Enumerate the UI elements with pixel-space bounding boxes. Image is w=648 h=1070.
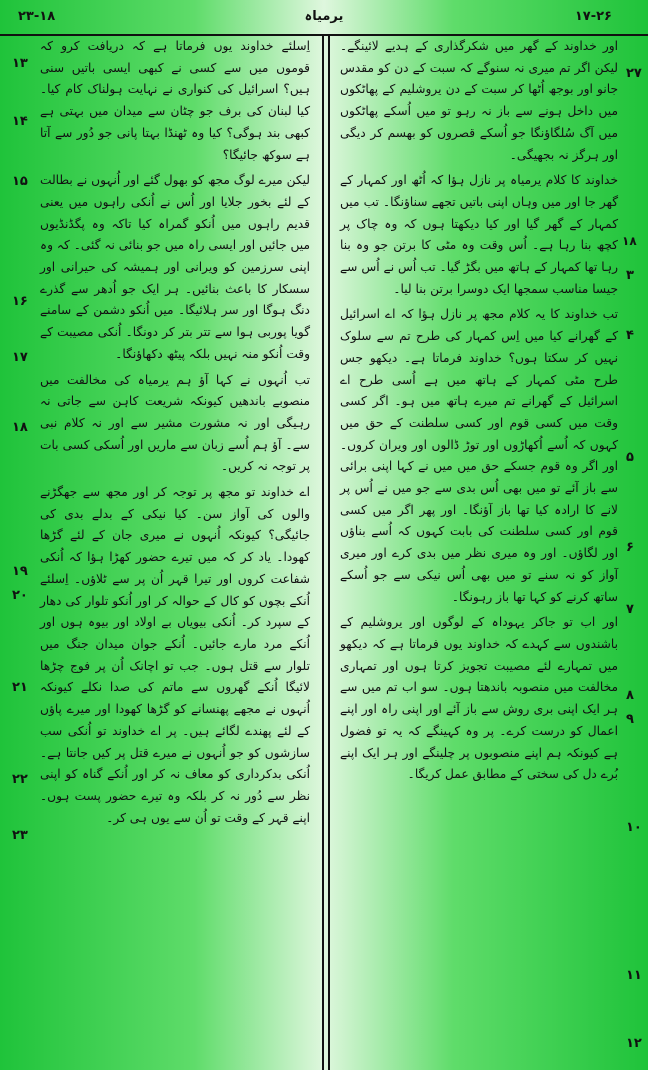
paragraph: اے خداوند تو مجھ پر توجہ کر اور مجھ سے جھگڑنے والوں کی آواز سن۔ کیا نیکی کے بدلے بدی کی جائیگی؟ کیونکہ اُنہوں نے میری جان کے لئے گڑھا کھودا۔ یاد کر کہ میں تیرے حضور کھڑا ہؤا کہ اُنکی شفاعت کروں اور تیرا قہر اُن پر سے ٹلاؤں۔ اِسلئے اُنکے بچوں کو کال کے حوالہ کر اور اُنکو تلوار کی دھار کے سپرد کر۔ اُنکی بیویاں بے اولاد اور بیوہ ہوں اور اُنکے مرد مارے جائیں۔ اُنکے جوان میدان جنگ میں تلوار سے قتل ہوں۔ جب تو اچانک اُن پر فوج چڑھا لائیگا اُنکے گھروں سے ماتم کی صدا نکلے کیونکہ اُنہوں نے مجھے پھنسانے کو گڑھا کھودا اور میرے پاؤں کے لئے پھندے لگائے ہیں۔ پر اے خداوند تو اُنکی سب سازشوں کو جو اُنہوں نے میرے قتل پر کیں جانتا ہے۔ اُنکی بدکرداری کو معاف نہ کر اور اُنکے گناہ کو اپنی نظر سے دُور نہ کر بلکہ وہ تیرے حضور پست ہوں۔ اپنے قہر کے وقت تو اُن سے یوں ہی کر۔ — [40, 485, 310, 825]
verse-number: ۱۸ — [12, 420, 28, 435]
verse-number: ۱۵ — [12, 174, 28, 189]
paragraph: اور خداوند کے گھر میں شکرگذاری کے ہدیے لائینگے۔ لیکن اگر تم میری نہ سنوگے کہ سبت کے دن کو مقدس جانو اور بوجھ اُٹھا کر سبت کے دن یروشلیم کے پھاٹکوں میں داخل ہونے سے باز نہ رہو تو میں اُسکے پھاٹکوں میں آگ سُلگاؤنگا جو اُسکے قصروں کو بھسم کر دیگی اور ہرگز نہ بجھیگی۔ — [340, 39, 618, 162]
header-verse-range-left: ۲۳-۱۸ — [18, 9, 56, 24]
right-text-column — [340, 36, 618, 1070]
verse-number: ۱۹ — [12, 564, 28, 579]
verse-number: ۲۰ — [12, 588, 28, 603]
verse-number: ۲۲ — [12, 772, 28, 787]
verse-number: ۱۴ — [12, 114, 28, 129]
column-divider — [328, 36, 330, 1070]
verse-number: ۲۳ — [12, 828, 28, 843]
verse-number: ۱۷ — [12, 350, 28, 365]
left-text-column — [40, 36, 310, 1070]
verse-number: ۱۲ — [626, 1036, 642, 1051]
page-body — [0, 36, 648, 1070]
verse-number: ۲۱ — [12, 680, 28, 695]
verse-number: ۱۰ — [626, 820, 642, 835]
verse-number: ۶ — [626, 540, 634, 555]
verse-number: ۹ — [626, 712, 634, 727]
verse-number: ۱۱ — [626, 968, 642, 983]
paragraph: تب اُنہوں نے کہا آؤ ہم یرمیاہ کی مخالفت میں منصوبے باندھیں کیونکہ شریعت کاہن سے جاتی نہ رہیگی اور نہ مشورت مشیر سے اور نہ کلام نبی سے۔ آؤ ہم اُسے زبان سے ماریں اور اُسکی کسی بات پر توجہ نہ کریں۔ — [40, 372, 310, 474]
paragraph: اِسلئے خداوند یوں فرماتا ہے کہ دریافت کرو کہ قوموں میں سے کسی نے کبھی ایسی باتیں سنی ہیں؟ اسرائیل کی کنواری نے نہایت ہولناک کام کیا۔ کیا لبنان کی برف جو چٹان سے میدان میں بہتی ہے کبھی بند ہوگی؟ کیا وہ ٹھنڈا بہتا پانی جو دُور سے آتا ہے سوکھ جائیگا؟ — [40, 39, 310, 162]
paragraph: خداوند کا کلام یرمیاہ پر نازل ہؤا کہ اُٹھ اور کمہار کے گھر جا اور میں وہاں اپنی باتیں تجھے سناؤنگا۔ تب میں کمہار کے گھر گیا اور کیا دیکھتا ہوں کہ وہ چاک پر کچھ بنا رہا ہے۔ اُس وقت وہ مٹی کا برتن جو وہ بنا رہا تھا کمہار کے ہاتھ میں بگڑ گیا۔ تب اُس نے اُس سے جیسا مناسب سمجھا ایک دوسرا برتن بنا لیا۔ — [340, 173, 618, 296]
paragraph: اور اب تو جاکر یہوداہ کے لوگوں اور یروشلیم کے باشندوں سے کہدے کہ خداوند یوں فرماتا ہے کہ دیکھو میں تمہارے لئے مصیبت تجویز کرتا ہوں اور تمہاری مخالفت میں منصوبہ باندھتا ہوں۔ سو اب تم میں سے ہر ایک اپنی بری روش سے باز آئے اور اپنی راہ اور اپنے اعمال کو درست کرے۔ پر وہ کہینگے کہ یہ تو فضول ہے کیونکہ ہم اپنے منصوبوں پر چلینگے اور ہر ایک اپنے بُرے دل کی سختی کے مطابق عمل کریگا۔ — [340, 615, 618, 782]
verse-number: ۲۷ — [626, 66, 642, 81]
verse-number: ۵ — [626, 450, 634, 465]
verse-number: ۴ — [626, 328, 634, 343]
chapter-marker: ۱۸ — [622, 234, 637, 248]
page-header — [0, 0, 648, 36]
verse-number: ۱۳ — [12, 56, 28, 71]
header-book-title: یرمیاہ — [304, 9, 344, 24]
header-verse-range-right: ۱۷-۲۶ — [574, 9, 612, 24]
verse-number: ۱۶ — [12, 294, 28, 309]
verse-number: ۳ — [626, 268, 634, 283]
verse-number: ۸ — [626, 688, 634, 703]
column-divider — [322, 36, 324, 1070]
paragraph: تب خداوند کا یہ کلام مجھ پر نازل ہؤا کہ اے اسرائیل کے گھرانے کیا میں اِس کمہار کی طرح تم سے سلوک نہیں کر سکتا ہوں؟ خداوند فرماتا ہے۔ دیکھو جس طرح مٹی کمہار کے ہاتھ میں ہے اُسی طرح اے اسرائیل کے گھرانے تم میرے ہاتھ میں ہو۔ اگر کسی وقت میں کسی قوم اور کسی سلطنت کے حق میں کہوں کہ اُسے اُکھاڑوں اور توڑ ڈالوں اور ویران کروں۔ اور اگر وہ قوم جسکے حق میں میں نے کہا اپنی برائی سے باز آئے تو میں بھی اُس بدی سے جو میں نے اُس پر لانے کا ارادہ کیا تھا باز آؤنگا۔ اور پھر اگر میں کسی قوم اور کسی سلطنت کی بابت کہوں کہ اُسے بناؤں اور لگاؤں۔ اور وہ میری نظر میں بدی کرے اور میری آواز کو نہ سنے تو میں بھی اُس نیکی سے جو اُسکے ساتھ کرنے کو کہا تھا باز رہونگا۔ — [340, 307, 618, 604]
verse-number: ۷ — [626, 602, 634, 617]
paragraph: لیکن میرے لوگ مجھ کو بھول گئے اور اُنہوں نے بطالت کے لئے بخور جلایا اور اُس نے اُنکی راہوں میں یعنی قدیم راہوں میں اُنکو گمراہ کیا تاکہ وہ پگڈنڈیوں میں جائیں اور ایسی راہ میں جو بنائی نہ گئی۔ کہ وہ اپنی سرزمین کو ویرانی اور ہمیشہ کی حیرانی اور سسکار کا باعث بنائیں۔ ہر ایک جو اُدھر سے گذرے دنگ ہوگا اور سر ہلائیگا۔ میں اُنکو دشمن کے سامنے گویا پوربی ہوا سے تتر بتر کر دونگا۔ اُنکی مصیبت کے وقت اُنکو منہ نہیں بلکہ پیٹھ دکھاؤنگا۔ — [40, 173, 310, 361]
